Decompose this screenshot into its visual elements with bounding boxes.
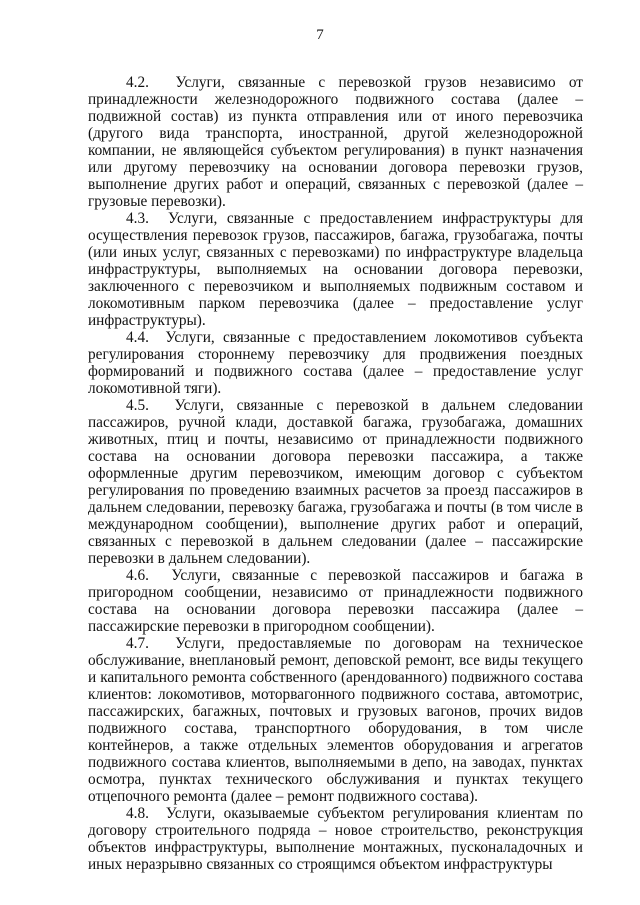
paragraph-4-5: 4.5. Услуги, связанные с перевозкой в дальнем следовании пассажиров, ручной клади, доставкой багажа, грузобагажа, домашних животных, птиц и почты, независимо от принадлежности подвижного состава на основании договора перевозки пассажира, а также оформленные другим перевозчиком, имеющим договор с субъектом регулирования по проведению взаимных расчетов за проезд пассажиров в дальнем следовании, перевозку багажа, грузобагажа и почты (в том числе в международном сообщении), выполнение других работ и операций, связанных с перевозкой в дальнем следовании (далее – пассажирские перевозки в дальнем следовании).: [88, 397, 583, 567]
paragraph-4-2: 4.2. Услуги, связанные с перевозкой грузов независимо от принадлежности железнодорожного подвижного состава (далее – подвижной состав) из пункта отправления или от иного перевозчика (другого вида транспорта, иностранной, другой железнодорожной компании, не являющейся субъектом регулирования) в пункт назначения или другому перевозчику на основании договора перевозки грузов, выполнение других работ и операций, связанных с перевозкой (далее – грузовые перевозки).: [88, 74, 583, 210]
paragraph-4-4: 4.4. Услуги, связанные с предоставлением локомотивов субъекта регулирования стороннему перевозчику для продвижения поездных формирований и подвижного состава (далее – предоставление услуг локомотивной тяги).: [88, 329, 583, 397]
document-body: [88, 74, 583, 873]
paragraph-4-3: 4.3. Услуги, связанные с предоставлением инфраструктуры для осуществления перевозок грузов, пассажиров, багажа, грузобагажа, почты (или иных услуг, связанных с перевозками) по инфраструктуре владельца инфраструктуры, выполняемых на основании договора перевозки, заключенного с перевозчиком и выполняемых подвижным составом и локомотивным парком перевозчика (далее – предоставление услуг инфраструктуры).: [88, 210, 583, 329]
paragraph-4-8: 4.8. Услуги, оказываемые субъектом регулирования клиентам по договору строительного подряда – новое строительство, реконструкция объектов инфраструктуры, выполнение монтажных, пусконаладочных и иных неразрывно связанных со строящимся объектом инфраструктуры: [88, 805, 583, 873]
page-number: 7: [316, 27, 324, 43]
paragraph-4-7: 4.7. Услуги, предоставляемые по договорам на техническое обслуживание, внеплановый ремонт, деповской ремонт, все виды текущего и капитального ремонта собственного (арендованного) подвижного состава клиентов: локомотивов, моторвагонного подвижного состава, автомотрис, пассажирских, багажных, почтовых и грузовых вагонов, прочих видов подвижного состава, транспортного оборудования, в том числе контейнеров, а также отдельных элементов оборудования и агрегатов подвижного состава клиентов, выполняемыми в депо, на заводах, пунктах осмотра, пунктах технического обслуживания и пунктах текущего отцепочного ремонта (далее – ремонт подвижного состава).: [88, 635, 583, 805]
paragraph-4-6: 4.6. Услуги, связанные с перевозкой пассажиров и багажа в пригородном сообщении, независимо от принадлежности подвижного состава на основании договора перевозки пассажира (далее – пассажирские перевозки в пригородном сообщении).: [88, 567, 583, 635]
